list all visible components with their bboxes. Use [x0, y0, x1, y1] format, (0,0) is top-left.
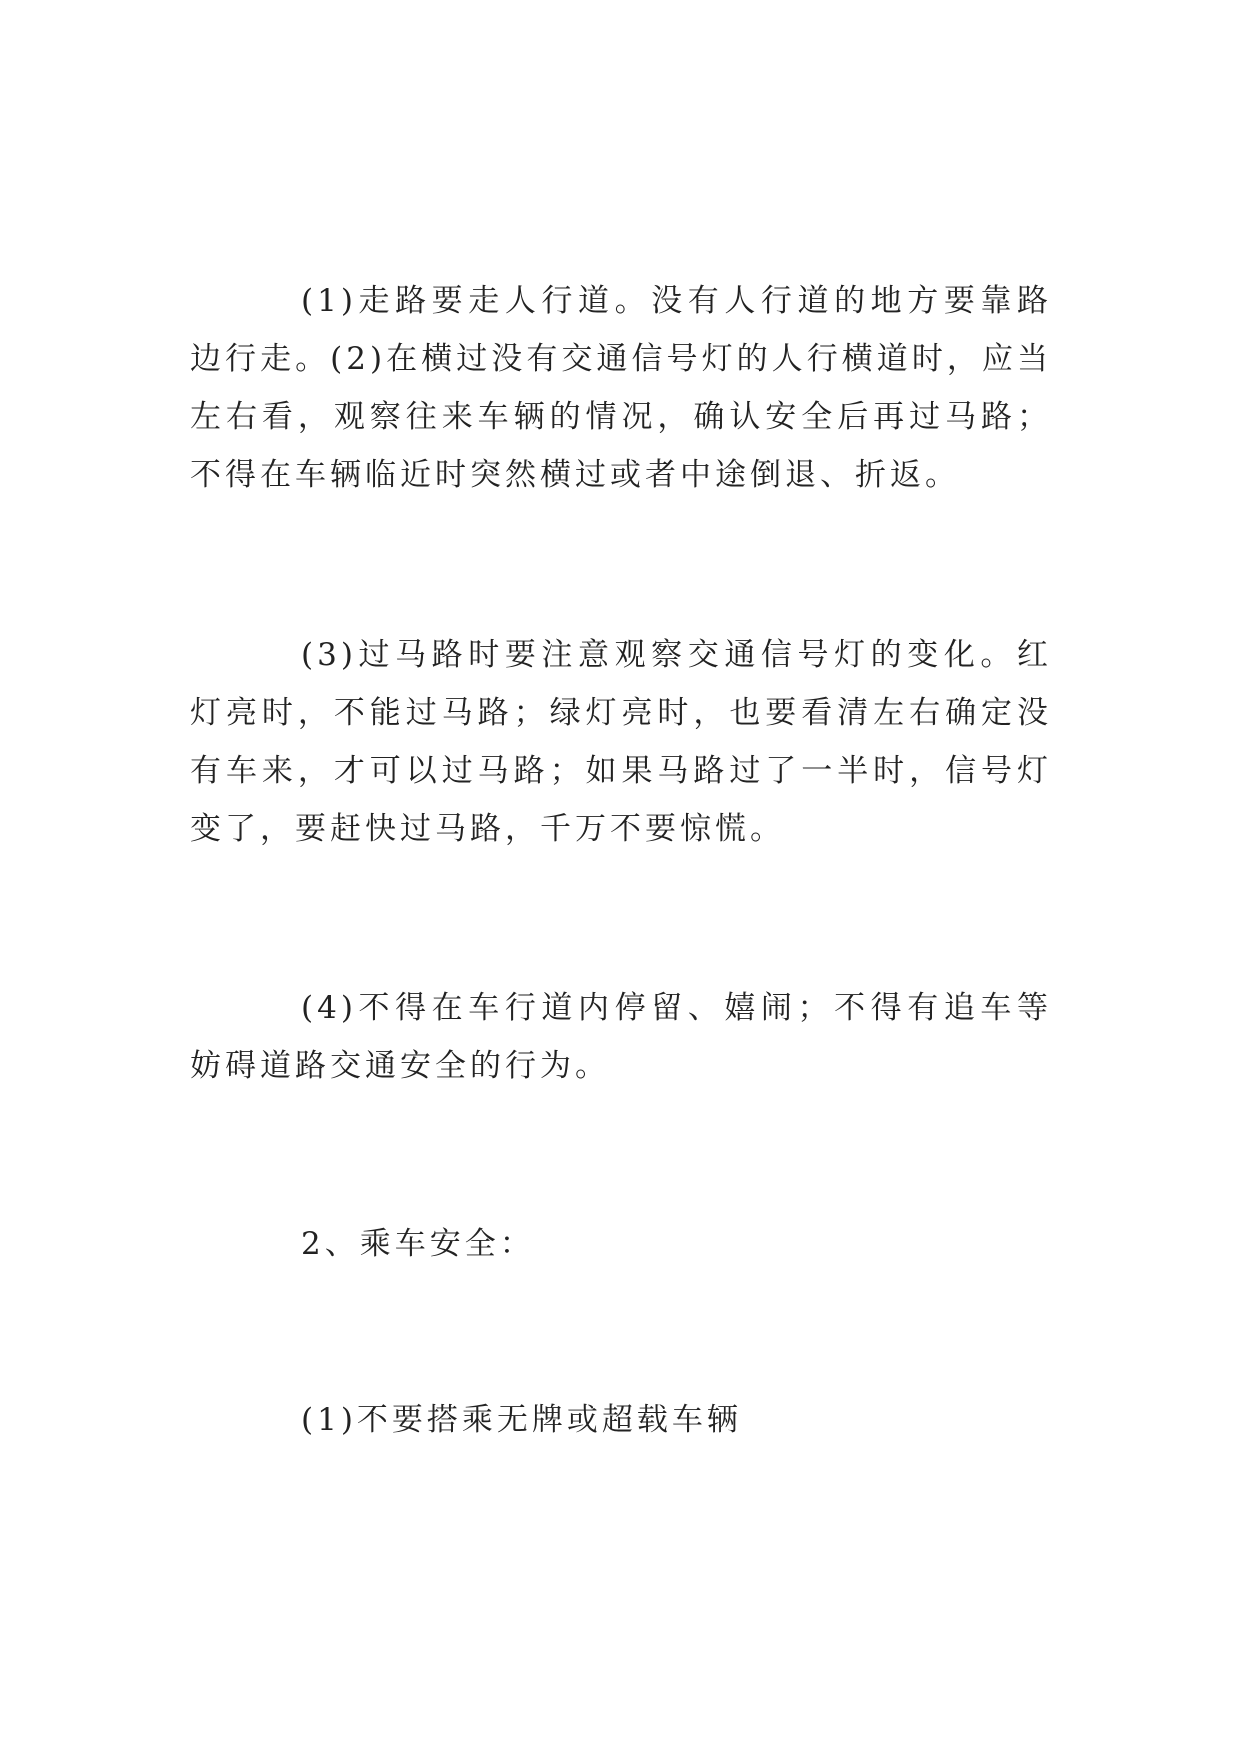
section-heading-ride-safety: 2、乘车安全： [301, 1226, 535, 1262]
paragraph-traffic-light-rules: (3)过马路时要注意观察交通信号灯的变化。红灯亮时，不能过马路；绿灯亮时，也要看清左右确定没有车来，才可以过马路；如果马路过了一半时，信号灯变了，要赶快过马路，千万不要惊慌。 [190, 637, 1052, 847]
paragraph-roadway-behavior: (4)不得在车行道内停留、嬉闹；不得有追车等妨碍道路交通安全的行为。 [190, 990, 1052, 1084]
paragraph-walking-rules: (1)走路要走人行道。没有人行道的地方要靠路边行走。(2)在横过没有交通信号灯的人行横道时，应当左右看，观察往来车辆的情况，确认安全后再过马路；不得在车辆临近时突然横过或者中途倒退、折返。 [190, 283, 1052, 493]
paragraph-vehicle-rule: (1)不要搭乘无牌或超载车辆 [301, 1402, 742, 1438]
